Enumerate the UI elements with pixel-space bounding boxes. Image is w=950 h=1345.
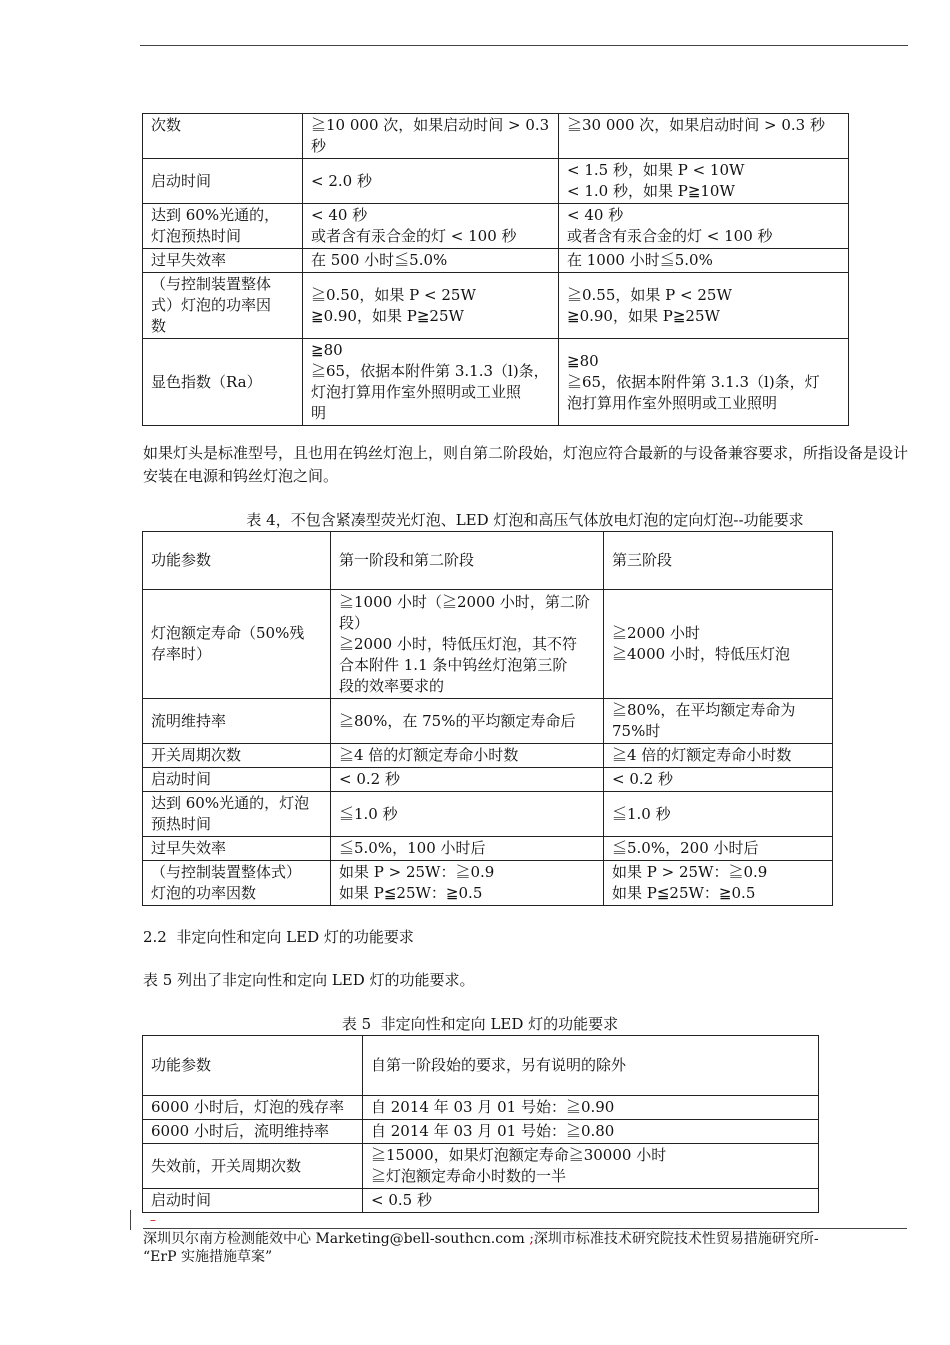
table-cell: 启动时间 (143, 159, 303, 204)
table-row (143, 249, 849, 273)
table-cell: 启动时间 (143, 1189, 363, 1213)
table-cell: 如果 P > 25W：≧0.9 如果 P≦25W：≧0.5 (604, 861, 833, 906)
table5-caption: 表 5 非定向性和定向 LED 灯的功能要求 (341, 1015, 619, 1033)
table-cell: ≧30 000 次，如果启动时间 > 0.3 秒 (559, 114, 849, 159)
table-cell: < 40 秒 或者含有汞合金的灯 < 100 秒 (303, 204, 559, 249)
table4-caption: 表 4，不包含紧凑型荧光灯泡、LED 灯泡和高压气体放电灯泡的定向灯泡--功能要求 (246, 511, 804, 529)
footer-email[interactable]: Marketing@bell-southcn.com (315, 1231, 525, 1247)
table-header-cell: 第三阶段 (604, 532, 833, 590)
table-header-cell: 第一阶段和第二阶段 (331, 532, 604, 590)
footer-line-1 (143, 1230, 819, 1248)
table-header-row (143, 532, 833, 590)
requirements-table-continued (142, 113, 849, 426)
table-cell: 灯泡额定寿命（50%残 存率时） (143, 590, 331, 699)
footer-institute: 深圳市标准技术研究院技术性贸易措施研究所- (533, 1231, 819, 1247)
table-row (143, 768, 833, 792)
table-cell: ≧80 ≧65，依据本附件第 3.1.3（l)条， 灯泡打算用作室外照明或工业照 明 (303, 339, 559, 426)
table-header-cell: 功能参数 (143, 1036, 363, 1096)
table-row (143, 1096, 819, 1120)
table-cell: ≦5.0%，200 小时后 (604, 837, 833, 861)
table-cell: < 40 秒 或者含有汞合金的灯 < 100 秒 (559, 204, 849, 249)
table-cell: 自 2014 年 03 月 01 号始：≧0.90 (363, 1096, 819, 1120)
table-cell: ≧4 倍的灯额定寿命小时数 (331, 744, 604, 768)
table-row (143, 861, 833, 906)
table-row (143, 1189, 819, 1213)
table-cell: 在 1000 小时≦5.0% (559, 249, 849, 273)
table-cell: （与控制装置整体 式）灯泡的功率因 数 (143, 273, 303, 339)
table-cell: ≦1.0 秒 (331, 792, 604, 837)
table-cell: 达到 60%光通的， 灯泡预热时间 (143, 204, 303, 249)
table5 (142, 1035, 819, 1213)
table-cell: 开关周期次数 (143, 744, 331, 768)
table-row (143, 792, 833, 837)
table-row (143, 837, 833, 861)
table-cell: 6000 小时后，流明维持率 (143, 1120, 363, 1144)
table-cell: ≧80%，在 75%的平均额定寿命后 (331, 699, 604, 744)
table-row (143, 1120, 819, 1144)
footer-separator: ; (529, 1231, 534, 1247)
table-cell: 自 2014 年 03 月 01 号始：≧0.80 (363, 1120, 819, 1144)
table-row (143, 159, 849, 204)
table-cell: ≧4 倍的灯额定寿命小时数 (604, 744, 833, 768)
footer-rule (143, 1228, 907, 1229)
table-cell: 显色指数（Ra） (143, 339, 303, 426)
table-row (143, 273, 849, 339)
table-cell: ≧0.50，如果 P < 25W ≧0.90，如果 P≧25W (303, 273, 559, 339)
table-cell: 达到 60%光通的，灯泡 预热时间 (143, 792, 331, 837)
table-cell: < 0.2 秒 (331, 768, 604, 792)
table-cell: 失效前，开关周期次数 (143, 1144, 363, 1189)
table-cell: ≧15000，如果灯泡额定寿命≧30000 小时 ≧灯泡额定寿命小时数的一半 (363, 1144, 819, 1189)
table-cell: 6000 小时后，灯泡的残存率 (143, 1096, 363, 1120)
footer-mark: – (150, 1213, 156, 1227)
table-cell: ≦5.0%，100 小时后 (331, 837, 604, 861)
footer-margin-bar (130, 1210, 131, 1230)
table-cell: ≧80 ≧65，依据本附件第 3.1.3（l)条，灯 泡打算用作室外照明或工业照明 (559, 339, 849, 426)
table-header-row (143, 1036, 819, 1096)
table-cell: ≧10 000 次，如果启动时间 > 0.3 秒 (303, 114, 559, 159)
table-row (143, 204, 849, 249)
table-cell: 在 500 小时≦5.0% (303, 249, 559, 273)
table-header-cell: 功能参数 (143, 532, 331, 590)
paragraph-compatibility: 如果灯头是标准型号，且也用在钨丝灯泡上，则自第二阶段始，灯泡应符合最新的与设备兼容要求，所指设备是设计安装在电源和钨丝灯泡之间。 (143, 444, 909, 485)
table-row (143, 699, 833, 744)
table-cell: ≧1000 小时（≧2000 小时，第二阶 段） ≧2000 小时，特低压灯泡，其不符 合本附件 1.1 条中钨丝灯泡第三阶 段的效率要求的 (331, 590, 604, 699)
table-cell: 过早失效率 (143, 837, 331, 861)
table-cell: 启动时间 (143, 768, 331, 792)
table-row (143, 744, 833, 768)
footer-line-2: “ErP 实施措施草案” (143, 1249, 273, 1265)
table-cell: 如果 P > 25W：≧0.9 如果 P≦25W：≧0.5 (331, 861, 604, 906)
table-cell: < 1.5 秒，如果 P < 10W < 1.0 秒，如果 P≧10W (559, 159, 849, 204)
footer-org: 深圳贝尔南方检测能效中心 (143, 1231, 311, 1247)
table-cell: 过早失效率 (143, 249, 303, 273)
table-cell: 流明维持率 (143, 699, 331, 744)
table-row (143, 1144, 819, 1189)
table-cell: < 0.2 秒 (604, 768, 833, 792)
table-row (143, 339, 849, 426)
table-cell: ≧80%，在平均额定寿命为 75%时 (604, 699, 833, 744)
header-rule (140, 45, 908, 46)
section-heading: 2.2 非定向性和定向 LED 灯的功能要求 (143, 928, 414, 946)
table-header-cell: 自第一阶段始的要求，另有说明的除外 (363, 1036, 819, 1096)
table-cell: < 0.5 秒 (363, 1189, 819, 1213)
table-cell: ≦1.0 秒 (604, 792, 833, 837)
table-cell: 次数 (143, 114, 303, 159)
table-cell: （与控制装置整体式） 灯泡的功率因数 (143, 861, 331, 906)
table4 (142, 531, 833, 906)
table-cell: ≧0.55，如果 P < 25W ≧0.90，如果 P≧25W (559, 273, 849, 339)
table-row (143, 590, 833, 699)
table-cell: < 2.0 秒 (303, 159, 559, 204)
table-row (143, 114, 849, 159)
paragraph-table5-intro: 表 5 列出了非定向性和定向 LED 灯的功能要求。 (143, 971, 475, 989)
table-cell: ≧2000 小时 ≧4000 小时，特低压灯泡 (604, 590, 833, 699)
